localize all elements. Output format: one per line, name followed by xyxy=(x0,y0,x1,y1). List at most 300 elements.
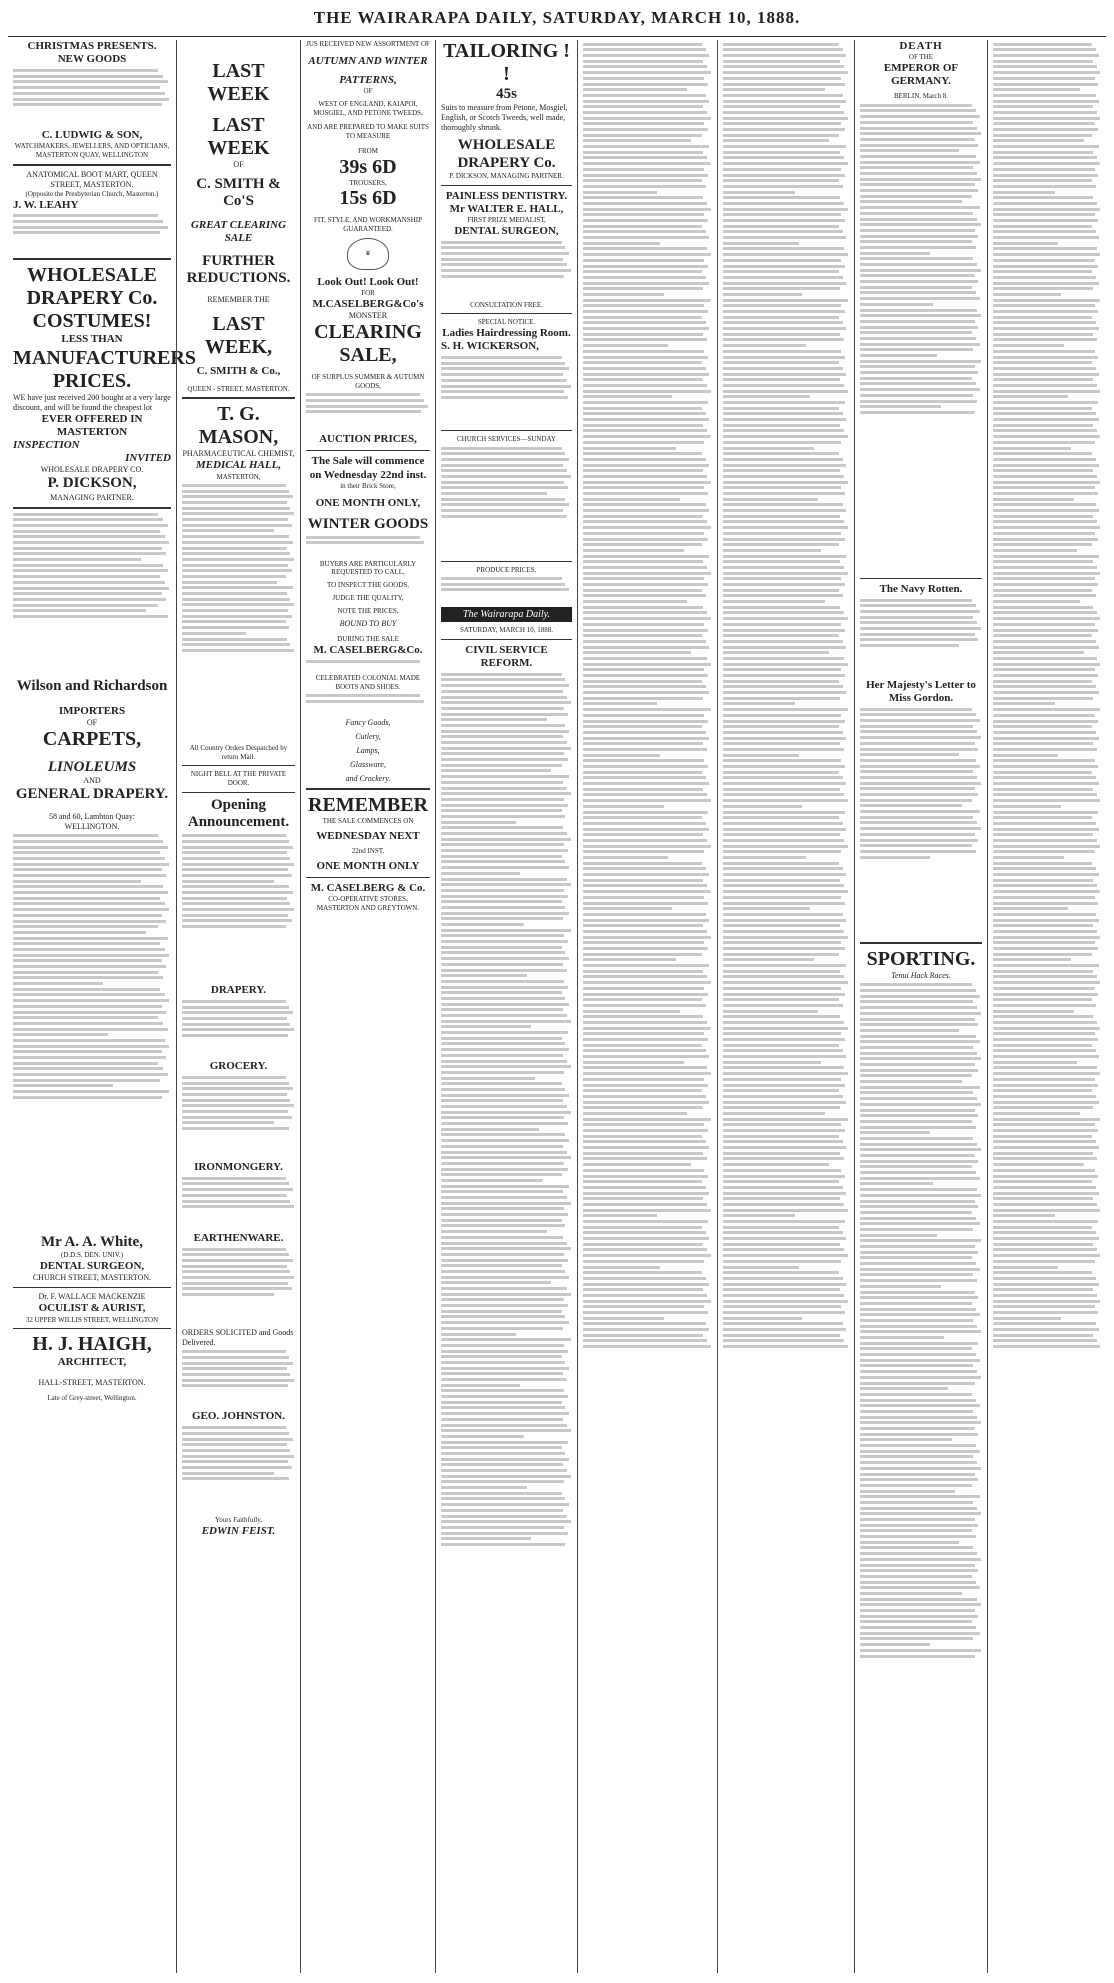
text-line xyxy=(993,475,1097,478)
text-line xyxy=(993,845,1100,848)
text-line xyxy=(13,880,141,883)
text-line xyxy=(13,214,158,217)
wellington-label: WELLINGTON. xyxy=(64,821,120,831)
text-line xyxy=(723,316,839,319)
text-line xyxy=(441,804,568,807)
text-line xyxy=(993,452,1092,455)
text-line xyxy=(860,377,972,380)
text-line xyxy=(13,925,158,928)
text-line xyxy=(723,1209,848,1212)
text-line xyxy=(993,520,1097,523)
text-line xyxy=(993,1305,1095,1308)
text-line xyxy=(441,1236,563,1239)
text-line xyxy=(441,1458,569,1461)
text-line xyxy=(860,1501,973,1504)
text-line xyxy=(723,788,840,791)
text-line xyxy=(860,1495,980,1498)
text-line xyxy=(993,913,1096,916)
text-line xyxy=(583,515,703,518)
trousers-price: 15s 6D xyxy=(339,187,397,210)
text-line xyxy=(583,338,707,341)
text-line xyxy=(441,895,568,898)
text-line xyxy=(13,1079,160,1082)
text-line xyxy=(860,1444,976,1447)
text-line xyxy=(13,868,162,871)
text-line xyxy=(860,1359,980,1362)
text-line xyxy=(13,535,165,538)
text-line xyxy=(13,1056,166,1059)
ludwig-address: MASTERTON QUAY, WELLINGTON xyxy=(35,151,149,159)
text-line xyxy=(993,259,1095,262)
great-clearing-sale: GREAT CLEARING SALE xyxy=(190,218,287,244)
text-line xyxy=(583,168,704,171)
text-line xyxy=(13,103,162,106)
text-line xyxy=(182,484,286,487)
text-line xyxy=(182,598,290,601)
text-line xyxy=(993,697,1093,700)
text-line xyxy=(583,1220,708,1223)
text-line xyxy=(723,936,848,939)
text-line xyxy=(860,782,981,785)
auction-prices: AUCTION PRICES, xyxy=(319,433,417,446)
text-line xyxy=(723,873,846,876)
text-line xyxy=(993,1140,1096,1143)
text-line xyxy=(182,1276,294,1279)
text-line xyxy=(993,447,1071,450)
text-line xyxy=(860,195,972,198)
text-line xyxy=(993,185,1096,188)
text-line xyxy=(993,350,1095,353)
text-line xyxy=(441,396,568,399)
text-line xyxy=(13,547,162,550)
text-line xyxy=(441,1145,563,1148)
text-line xyxy=(860,1171,976,1174)
text-line xyxy=(993,1283,1099,1286)
text-line xyxy=(306,405,428,408)
text-line xyxy=(583,623,704,626)
text-line xyxy=(583,481,711,484)
text-line xyxy=(723,981,848,984)
text-line xyxy=(993,731,1096,734)
text-line xyxy=(13,220,163,223)
text-line xyxy=(441,1293,571,1296)
text-line xyxy=(441,798,564,801)
text-line xyxy=(583,310,708,313)
text-line xyxy=(441,883,571,886)
text-line xyxy=(583,435,711,438)
text-line xyxy=(993,145,1099,148)
text-line xyxy=(441,503,569,506)
text-line xyxy=(441,1196,567,1199)
text-line xyxy=(583,651,691,654)
text-line xyxy=(583,401,708,404)
text-line xyxy=(993,987,1095,990)
upper-willis-label: 32 UPPER WILLIS STREET, WELLINGTON xyxy=(25,1315,159,1324)
text-line xyxy=(583,83,708,86)
text-line xyxy=(441,724,565,727)
text-line xyxy=(860,1194,981,1197)
text-line xyxy=(723,105,840,108)
commences-label: THE SALE COMMENCES ON xyxy=(322,817,414,826)
text-line xyxy=(583,1305,704,1308)
text-line xyxy=(860,1541,959,1544)
text-line xyxy=(860,770,973,773)
text-line xyxy=(723,1197,840,1200)
text-line xyxy=(583,196,703,199)
johnston-name: GEO. JOHNSTON. xyxy=(191,1410,285,1423)
text-line xyxy=(583,247,707,250)
white-name: Mr A. A. White, xyxy=(41,1234,143,1251)
text-line xyxy=(993,225,1092,228)
text-line xyxy=(723,48,843,51)
text-line xyxy=(13,86,160,89)
text-line xyxy=(860,104,972,107)
text-line xyxy=(583,964,709,967)
text-line xyxy=(993,668,1095,671)
text-line xyxy=(583,856,668,859)
text-line xyxy=(993,1175,1098,1178)
text-line xyxy=(583,356,708,359)
text-line xyxy=(13,1045,169,1048)
text-line xyxy=(723,782,846,785)
text-line xyxy=(860,1416,977,1419)
text-line xyxy=(723,1248,844,1251)
text-line xyxy=(860,235,978,238)
text-line xyxy=(182,1466,292,1469)
text-line xyxy=(993,247,1097,250)
text-line xyxy=(860,320,975,323)
text-line xyxy=(860,736,981,739)
text-line xyxy=(583,1049,706,1052)
text-line xyxy=(723,850,841,853)
text-line xyxy=(993,282,1099,285)
wilson-richardson: Wilson and Richardson xyxy=(16,677,168,694)
text-line xyxy=(993,947,1098,950)
text-line xyxy=(860,240,972,243)
text-line xyxy=(583,1118,711,1121)
text-line xyxy=(993,555,1099,558)
text-line xyxy=(860,1546,973,1549)
text-line xyxy=(723,907,810,910)
column-5 xyxy=(577,40,717,1973)
text-line xyxy=(583,469,703,472)
text-line xyxy=(441,588,569,591)
text-line xyxy=(583,1061,684,1064)
text-line xyxy=(441,1133,565,1136)
text-line xyxy=(583,1209,711,1212)
text-line xyxy=(860,776,977,779)
text-line xyxy=(723,606,840,609)
text-line xyxy=(441,1230,547,1233)
text-line xyxy=(993,896,1095,899)
text-line xyxy=(723,43,839,46)
text-line xyxy=(182,575,286,578)
text-line xyxy=(723,970,840,973)
text-line xyxy=(993,134,1092,137)
text-line xyxy=(993,344,1064,347)
text-line xyxy=(441,1361,565,1364)
text-line xyxy=(993,998,1092,1001)
text-line xyxy=(993,373,1099,376)
text-line xyxy=(993,1288,1093,1291)
text-line xyxy=(441,1287,567,1290)
divider xyxy=(182,792,295,793)
text-line xyxy=(583,1038,708,1041)
text-line xyxy=(583,685,706,688)
text-line xyxy=(441,997,565,1000)
text-line xyxy=(441,673,562,676)
text-line xyxy=(583,936,711,939)
text-line xyxy=(860,1114,978,1117)
text-line xyxy=(182,1253,289,1256)
text-line xyxy=(860,223,981,226)
text-line xyxy=(993,799,1100,802)
text-line xyxy=(860,1052,977,1055)
text-line xyxy=(583,1311,708,1314)
text-line xyxy=(993,907,1068,910)
text-line xyxy=(860,1154,975,1157)
text-line xyxy=(182,615,292,618)
text-line xyxy=(182,925,286,928)
earthenware-body xyxy=(182,1248,295,1328)
text-line xyxy=(993,1237,1099,1240)
text-line xyxy=(723,663,848,666)
text-line xyxy=(441,701,571,704)
text-line xyxy=(441,1435,524,1438)
text-line xyxy=(993,1135,1092,1138)
text-line xyxy=(583,759,704,762)
text-line xyxy=(441,1338,571,1341)
text-line xyxy=(993,293,1061,296)
text-line xyxy=(860,218,977,221)
text-line xyxy=(860,1478,978,1481)
text-line xyxy=(723,338,844,341)
text-line xyxy=(723,1044,839,1047)
caselberg-name: M.CASELBERG&Co's xyxy=(312,297,424,310)
text-line xyxy=(860,1296,978,1299)
text-line xyxy=(583,293,664,296)
text-line xyxy=(723,555,846,558)
text-line xyxy=(583,1027,711,1030)
text-line xyxy=(723,259,841,262)
text-line xyxy=(182,1270,290,1273)
text-line xyxy=(993,526,1100,529)
text-line xyxy=(441,718,547,721)
text-line xyxy=(441,923,524,926)
text-line xyxy=(583,327,709,330)
crockery-label: and Crockery. xyxy=(345,774,391,784)
less-than: LESS THAN xyxy=(61,333,123,346)
text-line xyxy=(13,914,162,917)
text-line xyxy=(441,934,564,937)
text-line xyxy=(860,1302,972,1305)
text-line xyxy=(860,252,930,255)
text-line xyxy=(182,626,289,629)
text-line xyxy=(723,390,848,393)
text-line xyxy=(860,1637,973,1640)
text-line xyxy=(723,725,839,728)
text-line xyxy=(860,309,977,312)
text-line xyxy=(860,1012,981,1015)
berlin-dateline: BERLIN, March 8. xyxy=(893,92,949,101)
text-line xyxy=(723,128,845,131)
text-line xyxy=(993,492,1098,495)
text-line xyxy=(441,1372,563,1375)
text-line xyxy=(583,270,702,273)
text-line xyxy=(583,731,706,734)
text-line xyxy=(860,742,975,745)
text-line xyxy=(441,1242,567,1245)
text-line xyxy=(723,412,843,415)
text-line xyxy=(993,469,1093,472)
text-line xyxy=(441,1122,568,1125)
text-line xyxy=(993,532,1095,535)
text-line xyxy=(583,498,680,501)
text-line xyxy=(723,708,848,711)
death-heading: DEATH xyxy=(899,40,943,52)
text-line xyxy=(993,993,1098,996)
text-line xyxy=(723,162,848,165)
text-line xyxy=(723,139,829,142)
text-line xyxy=(993,1027,1100,1030)
text-line xyxy=(993,94,1096,97)
filler-text xyxy=(13,513,171,678)
text-line xyxy=(13,1016,158,1019)
text-line xyxy=(583,697,703,700)
text-line xyxy=(441,730,569,733)
text-line xyxy=(860,1655,975,1658)
text-line xyxy=(583,458,706,461)
text-line xyxy=(723,452,839,455)
text-line xyxy=(993,879,1093,882)
text-line xyxy=(441,832,567,835)
text-line xyxy=(993,230,1096,233)
text-line xyxy=(583,202,707,205)
text-line xyxy=(182,1426,286,1429)
text-line xyxy=(993,1021,1097,1024)
text-line xyxy=(723,1146,846,1149)
text-line xyxy=(993,759,1095,762)
received-text: WE have just received 200 bought at a very large discount, and will be found the cheapest lot xyxy=(13,392,171,412)
text-line xyxy=(723,395,810,398)
text-line xyxy=(860,633,975,636)
text-line xyxy=(993,174,1098,177)
text-line xyxy=(723,714,841,717)
text-line xyxy=(993,1180,1092,1183)
text-line xyxy=(993,100,1099,103)
text-line xyxy=(860,1438,952,1441)
text-line xyxy=(723,657,844,660)
text-line xyxy=(723,589,839,592)
text-line xyxy=(993,776,1096,779)
navy-rotten: The Navy Rotten. xyxy=(879,582,963,595)
produce-prices: PRODUCE PRICES. xyxy=(476,565,537,574)
sale-label: SALE, xyxy=(339,344,397,366)
text-line xyxy=(13,564,163,567)
of-label: OF xyxy=(86,718,98,727)
text-line xyxy=(441,385,571,388)
oculist-label: OCULIST & AURIST, xyxy=(38,1302,146,1315)
text-line xyxy=(583,1237,709,1240)
text-line xyxy=(723,333,840,336)
winter-body xyxy=(306,536,430,560)
haigh-name: H. J. HAIGH, xyxy=(32,1333,152,1356)
text-line xyxy=(13,965,166,968)
text-line xyxy=(993,242,1058,245)
text-line xyxy=(723,816,839,819)
text-line xyxy=(993,884,1097,887)
text-line xyxy=(723,202,844,205)
text-line xyxy=(723,265,845,268)
text-line xyxy=(860,371,978,374)
text-line xyxy=(441,492,547,495)
text-line xyxy=(860,326,978,329)
text-line xyxy=(723,1095,843,1098)
text-line xyxy=(993,811,1098,814)
bound-to-buy: BOUND TO BUY xyxy=(339,619,397,629)
text-line xyxy=(860,1473,975,1476)
divider xyxy=(13,1287,171,1288)
text-line xyxy=(993,1334,1093,1337)
text-line xyxy=(583,367,706,370)
hall-street-label: HALL-STREET, MASTERTON. xyxy=(38,1377,146,1387)
text-line xyxy=(441,878,567,881)
text-line xyxy=(583,1106,703,1109)
text-line xyxy=(723,196,840,199)
text-line xyxy=(583,208,711,211)
text-line xyxy=(723,902,845,905)
text-line xyxy=(441,781,563,784)
text-line xyxy=(723,1106,840,1109)
text-line xyxy=(583,1180,702,1183)
text-line xyxy=(13,558,141,561)
text-line xyxy=(993,702,1055,705)
text-line xyxy=(993,782,1099,785)
text-line xyxy=(860,1279,977,1282)
text-line xyxy=(441,1162,564,1165)
text-line xyxy=(860,360,981,363)
text-line xyxy=(13,846,168,849)
text-line xyxy=(583,1112,687,1115)
wickerson-body xyxy=(441,356,572,426)
text-line xyxy=(723,930,844,933)
text-line xyxy=(993,873,1099,876)
text-line xyxy=(860,314,981,317)
text-line xyxy=(860,821,977,824)
text-line xyxy=(993,1101,1099,1104)
text-line xyxy=(860,1137,973,1140)
text-line xyxy=(182,643,290,646)
text-line xyxy=(993,481,1100,484)
text-line xyxy=(583,919,709,922)
divider xyxy=(306,788,430,790)
text-line xyxy=(860,599,972,602)
text-line xyxy=(441,1065,571,1068)
divider xyxy=(306,877,430,878)
text-line xyxy=(993,1271,1092,1274)
text-line xyxy=(723,680,839,683)
text-line xyxy=(860,1018,975,1021)
text-line xyxy=(860,1211,972,1214)
text-line xyxy=(860,280,978,283)
text-line xyxy=(723,771,839,774)
text-line xyxy=(723,509,846,512)
text-line xyxy=(441,356,562,359)
text-line xyxy=(583,1339,707,1342)
text-line xyxy=(441,1042,565,1045)
text-line xyxy=(182,908,294,911)
text-line xyxy=(723,71,848,74)
